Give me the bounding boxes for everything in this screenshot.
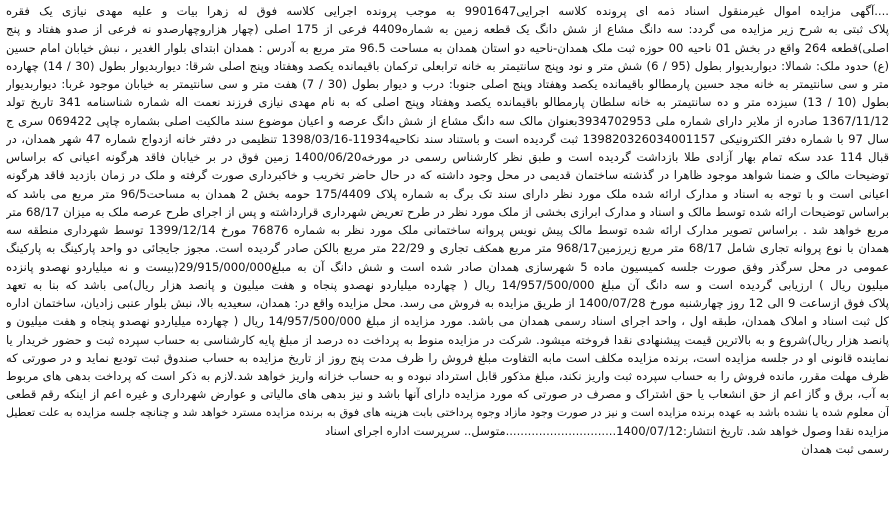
notice-line: مزایده نقدا وصول خواهد شد. تاریخ انتشار:1400/07/12..............................متوسل.. سرپرست اداره اجرای اسناد xyxy=(324,423,889,438)
notice-line: ظرف مهلت مقرر، مانده فروش را به حساب سپرده ثبت واریز نکند، مبلغ مذکور قابل استرداد نبوده و به حساب خزانه واریز خواهد شد.لازم به ذکر است که پرداخت بدهی های مربوط xyxy=(6,369,889,383)
notice-line: پلاک ثبتی به شرح زیر مزایده می گردد: سه دانگ مشاع از شش دانگ یک قطعه زمین به شماره4409 فرعی از 175 اصلی (چهار هزاروچهارصدو نه فرعی از صدو هفتاد و پنج xyxy=(6,22,889,37)
notice-line: قبال 114 عدد سکه تمام بهار آزادی طلا بازداشت گردیده است و طبق نظر کارشناس رسمی در مورخه1400/06/20 زمین فوق در بر خیابان فاقد هرگونه اعیانی که براساس xyxy=(6,150,889,164)
notice-line: مربع خواهد شد . براساس تصویر مدارک ارائه شده توسط مالک پیش نویس پروانه ساختمانی ملک مورد نظر به شماره 76876 مورخ 1399/12/14 توسط شهرداری منطقه سه xyxy=(6,223,889,237)
notice-line: به آب، برق و گاز اعم از حق انشعاب یا حق اشتراک و مصرف در صورتی که مورد مزایده دارای آنها باشد و نیز بدهی های مالیاتی و عوارض شهرداری و غیره اعم از اینکه رقم قطعی xyxy=(6,387,889,402)
notice-line: براساس توضیحات ارائه شده توسط مالک و اسناد و مدارک ابرازی بخشی از ملک مورد نظر در طرح تعریض شهرداری قرارداشته و پس از اجرای طرح عرصه ملک به میزان 68/17 متر xyxy=(6,204,889,219)
notice-line: متر و سی سانتیمتر به خانه مجد حسین پارمطالو باقیمانده یکصد وهفتاد وپنج اصلی جنوبا: درب و دیوار بطول (30 / 7) هفت متر و سی سانتیمتر به خیابان موجود غربا: دیواربدیوار xyxy=(6,77,889,91)
notice-line: میلیون ریال ) ارزیابی گردیده است و سه دانگ آن مبلغ 14/957/500/000 ریال ( چهارده میلیاردو نهصدو پنجاه و هفت میلیون و پانصد هزار ریال)می باشد که بنا به تعهد xyxy=(6,277,889,292)
notice-line: توضیحات مالک و ضمنا شواهد موجود ظاهرا در گذشته ساختمان قدیمی در محل وجود داشته که در حال حاضر تخریب و خاکبرداری صورت گرفته و ملک در زمان بازدید فاقد هرگونه xyxy=(6,168,889,183)
notice-line: اعیانی است و با توجه به اسناد و مدارک ارائه شده ملک مورد نظر دارای سند تک برگ به شماره پلاک 175/4409 حومه بخش 2 همدان به مساحت96/5 متر مربع می باشد که xyxy=(6,186,889,201)
notice-line: نماینده قانونی او در جلسه مزایده است، برنده مزایده مکلف است مابه التفاوت مبلغ فروش را ظرف مدت پنج روز از تاریخ مزایده به حساب صندوق ثبت تودیع نماید و در صورتی که xyxy=(6,350,889,365)
notice-line: (ع) حدود ملک: شمالا: دیواربدیوار بطول (95 / 6) شش متر و نود وپنج سانتیمتر به خانه ترابعلی ترکمان باقیمانده یکصد وهفتاد وپنج اصلی شرقا: دیواربدیوار بطول (30 / 14) چهارده xyxy=(6,58,889,73)
notice-line: سال 97 با شماره دفتر الکترونیکی 139820326034001157 ثبت گردیده است و باستناد سند نکاحیه11934-1398/03/16 تنظیمی در دفتر خانه ازدواج شماره 47 شهر همدان، در xyxy=(6,131,889,146)
notice-line: عمومی در محل سرگذر وفق صورت جلسه کمیسیون ماده 5 شهرسازی همدان صادر شده است و شش دانگ آن به مبلغ29/915/000/000(بیست و نه میلیاردو نهصدو پانزده xyxy=(6,259,889,274)
notice-line: آن معلوم شده یا نشده باشد به عهده برنده مزایده است و نیز در صورت وجود مازاد وجوه پرداختی بابت هزینه های فوق به برنده مزایده مسترد خواهد شد و چنانچه جلسه مزایده به علت تعطیل xyxy=(6,405,889,419)
notice-line: 1367/11/12 صادره از ملایر دارای شماره ملی 3934702953بعنوان مالک سه دانگ مشاع از شش دانگ عرصه و اعیان موضوع سند مالکیت اصلی بشماره چاپی 069422 سری ج xyxy=(6,113,889,128)
notice-line: کل ثبت اسناد و املاک همدان، طبقه اول ، واحد اجرای اسناد رسمی همدان می باشد. مورد مزایده از مبلغ 14/957/500/000 ریال ( چهارده میلیاردو نهصدو پنجاه و هفت میلیون و xyxy=(6,314,889,329)
notice-signature-line: رسمی ثبت همدان xyxy=(801,442,889,456)
notice-line: اصلی)قطعه 264 واقع در بخش 01 ناحیه 00 حوزه ثبت ملک همدان-ناحیه دو استان همدان به مساحت 96.5 متر مربع به آدرس : همدان ابتدای بلوار الغدیر ، نبش خیابان امام حسین xyxy=(6,40,889,55)
notice-line: همدان با نوع پروانه تجاری شامل 68/17 متر مربع زیرزمین968/17 متر مربع همکف تجاری و 22/29 متر مربع بالکن صادر گردیده است. مجوز جایجائی دو واحد پارکینگ به پارکینگ xyxy=(6,241,889,256)
notice-line: پانصد هزار ریال)شروع و به بالاترین قیمت پیشنهادی نقدا فروخته میشود. شرکت در مزایده منوط به پرداخت ده درصد از مبلغ پایه کارشناسی به حساب سپرده ثبت و حضور خریدار یا xyxy=(6,332,889,347)
notice-line: پلاک فوق ازساعت 9 الی 12 روز چهارشنبه مورخ 1400/07/28 از طریق مزایده به فروش می رسد. محل مزایده واقع در: همدان، سعیدیه بالا، نبش بلوار عنبی زادیان، ساختمان اداره xyxy=(6,296,889,310)
notice-line: ....آگهی مزایده اموال غیرمنقول اسناد ذمه ای پرونده کلاسه اجرایی9901647 به موجب پرونده اجرایی کلاسه فوق له زهرا بیات و علیه مهدی نیازی یک فقره xyxy=(6,4,889,18)
notice-line: بطول (10 / 13) سیزده متر و ده سانتیمتر به خانه سلطان پارمطالو باقیمانده یکصد وهفتاد وپنج اصلی که به نام مهدی نیازی فرزند نعمت اله شماره شناسنامه 341 تاریخ تولد xyxy=(6,95,889,110)
